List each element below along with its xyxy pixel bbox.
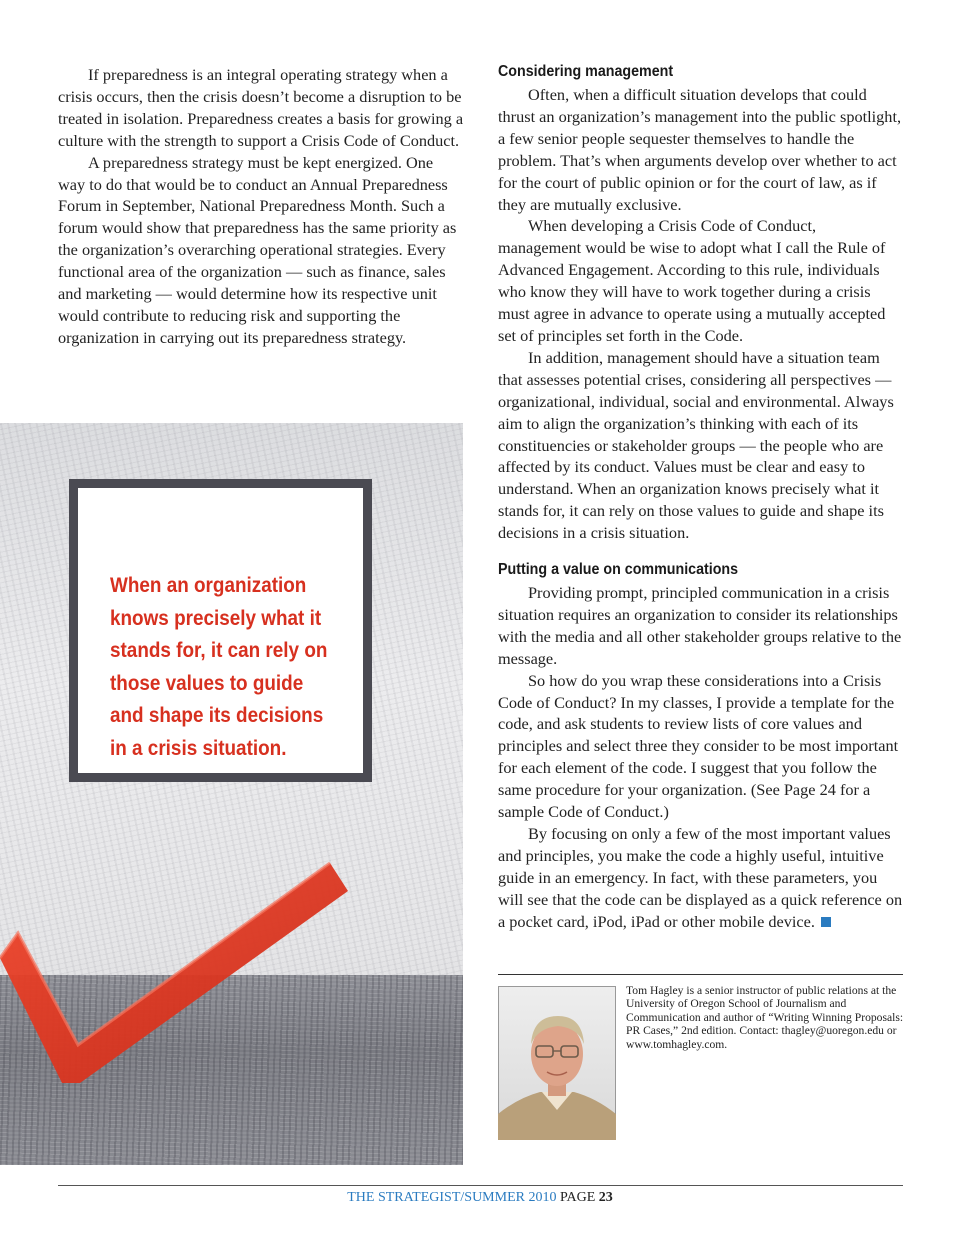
body-paragraph: So how do you wrap these considerations into a Crisis Code of Conduct? In my classes, I provide a template for the code, and ask students to review lists of core values and principles and select three they consider to be most important for each element of the code. I suggest that you follow the same procedure for your organization. (See Page 24 for a sample Code of Conduct.) [498,670,899,822]
page-label: PAGE [559,1190,596,1205]
body-paragraph: A preparedness strategy must be kept energized. One way to do that would be to conduct an Annual Preparedness Forum in September, National Preparedness Month. Such a forum would show that preparedness has the same priority as the organization’s overarching operational strategies. Every functional area of the organization — such as finance, sales and marketing — would determine how its respective unit would contribute to reducing risk and supporting the organization in carrying out its preparedness strategy. [58,152,457,347]
body-paragraph: Often, when a difficult situation develops that could thrust an organization’s management into the public spotlight, a few senior people sequester themselves to handle the problem. That’s when arguments develop over whether to act for the court of public opinion or for the court of law, as if they are mutually exclusive. [498,85,902,214]
bio-divider [498,974,903,975]
page-footer [0,1189,960,1207]
body-paragraph-text: By focusing on only a few of the most important values and principles, you make the code a highly useful, intuitive guide in an emergency. In fact, with these parameters, you will see that the code can be displayed as a quick reference on a pocket card, iPod, iPad or other mobile device. [498,824,903,931]
checkbox-frame [69,479,372,782]
body-paragraph: If preparedness is an integral operating strategy when a crisis occurs, then the crisis doesn’t become a disruption to be treated in isolation. Preparedness creates a basis for growing a culture with the strength to support a Crisis Code of Conduct. [58,65,464,150]
author-bio: Tom Hagley is a senior instructor of public relations at the University of Oregon School of Journalism and Communication and author of “Writing Winning Proposals: PR Cases,” 2nd edition. Contact: thagley@uoregon.edu or www.tomhagley.com. [626,984,904,1051]
body-paragraph: Providing prompt, principled communication in a crisis situation requires an organization to consider its relationships with the media and all other stakeholder groups relative to the message. [498,583,902,668]
left-column [58,64,464,349]
checkbox-illustration [0,423,463,1165]
body-paragraph: When developing a Crisis Code of Conduct, management would be wise to adopt what I call the Rule of Advanced Engagement. According to this rule, individuals who know they will have to work together during a crisis must agree in advance to operate using a mutually accepted set of principles set forth in the Code. [498,216,886,345]
end-mark-icon [821,917,831,927]
section-heading-communications: Putting a value on communications [498,561,739,579]
author-photo [498,986,616,1140]
right-column [498,62,903,933]
pull-quote: When an organization knows precisely what it stands for, it can rely on those values to guide and shape its decisions in a crisis situation. [110,574,328,760]
page-number: 23 [598,1190,613,1205]
footer-divider [58,1185,903,1186]
section-heading-management: Considering management [498,63,674,80]
author-portrait-icon [498,986,616,1140]
check-mark-icon [0,783,463,1083]
publication-name: THE STRATEGIST/SUMMER 2010 [347,1190,557,1205]
body-paragraph-last [498,823,903,933]
body-paragraph: In addition, management should have a situation team that assesses potential crises, considering all perspectives — organizational, individual, social and environmental. Always aim to align the organization’s thinking with each of its constituencies or stakeholder groups — the people who are affected by its conduct. Values must be clear and easy to understand. When an organization knows precisely what it stands for, it can rely on those values to guide and shape its decisions in a crisis situation. [498,347,894,543]
